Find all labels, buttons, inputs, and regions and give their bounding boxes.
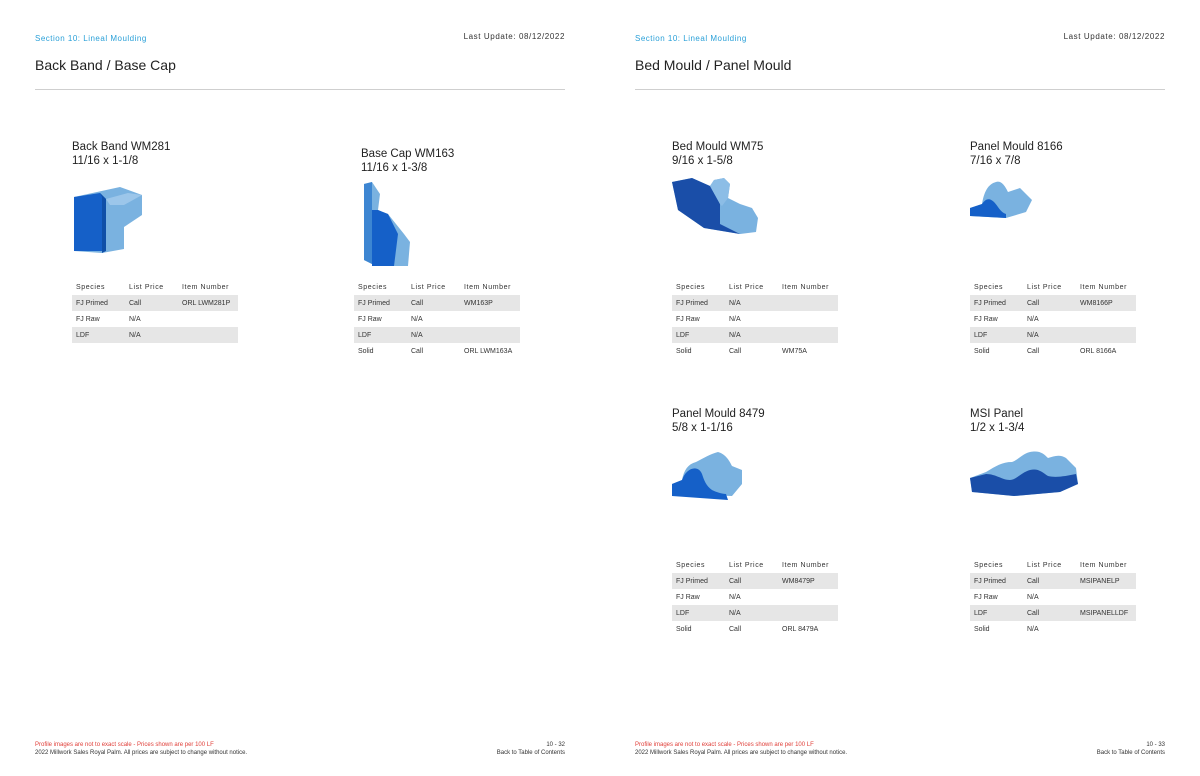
footer-copyright: 2022 Millwork Sales Royal Palm. All prices are subject to change without notice. <box>35 750 248 756</box>
price-table-bed-mould <box>672 279 838 359</box>
last-update: Last Update: 08/12/2022 <box>463 32 565 41</box>
table-row: LDF N/A <box>672 327 838 343</box>
panel-mould-8479-profile-image <box>670 450 744 502</box>
col-species: Species <box>974 283 1004 291</box>
table-row: FJ Raw N/A <box>358 315 423 323</box>
product-back-band <box>72 140 170 168</box>
col-list-price: List Price <box>1027 283 1062 291</box>
table-row: LDF N/A <box>354 327 520 343</box>
table-row: FJ Primed N/A <box>672 295 838 311</box>
product-size: 11/16 x 1-3/8 <box>361 162 428 174</box>
table-row: FJ Raw N/A <box>974 593 1039 601</box>
msi-panel-profile-image <box>968 448 1080 500</box>
price-table-panel-mould-8479 <box>672 557 838 637</box>
col-list-price: List Price <box>729 283 764 291</box>
table-row: Solid Call ORL 8479A <box>676 625 819 633</box>
toc-link[interactable]: Back to Table of Contents <box>1096 750 1165 756</box>
table-row: FJ Raw N/A <box>676 315 741 323</box>
col-item-number: Item Number <box>1080 561 1128 569</box>
page-number: 10 - 33 <box>1146 742 1165 748</box>
table-row: FJ Primed Call MSIPANELP <box>970 573 1136 589</box>
col-species: Species <box>974 561 1004 569</box>
table-header-row <box>970 279 1136 295</box>
page-title: Bed Mould / Panel Mould <box>635 57 792 73</box>
col-item-number: Item Number <box>782 561 830 569</box>
table-header-row <box>672 279 838 295</box>
col-list-price: List Price <box>729 561 764 569</box>
table-row: LDF Call MSIPANELLDF <box>970 605 1136 621</box>
product-size: 11/16 x 1-1/8 <box>72 155 139 167</box>
col-item-number: Item Number <box>182 283 230 291</box>
product-size: 5/8 x 1-1/16 <box>672 422 733 434</box>
table-row: FJ Primed Call WM8166P <box>970 295 1136 311</box>
table-row: FJ Primed Call ORL LWM281P <box>72 295 238 311</box>
footer-copyright: 2022 Millwork Sales Royal Palm. All prices are subject to change without notice. <box>635 750 848 756</box>
product-name: Panel Mould 8166 <box>970 141 1063 153</box>
table-row: FJ Primed Call WM163P <box>354 295 520 311</box>
price-table-base-cap <box>354 279 520 359</box>
product-size: 7/16 x 7/8 <box>970 155 1021 167</box>
col-item-number: Item Number <box>464 283 512 291</box>
panel-mould-8166-profile-image <box>968 178 1034 222</box>
table-header-row <box>72 279 238 295</box>
table-row: FJ Primed Call WM8479P <box>672 573 838 589</box>
toc-link[interactable]: Back to Table of Contents <box>496 750 565 756</box>
price-table-msi-panel <box>970 557 1136 637</box>
page-number: 10 - 32 <box>546 742 565 748</box>
col-item-number: Item Number <box>1080 283 1128 291</box>
bed-mould-profile-image <box>670 176 760 236</box>
col-list-price: List Price <box>1027 561 1062 569</box>
table-row: Solid Call WM75A <box>676 347 807 355</box>
table-header-row <box>354 279 520 295</box>
page-title: Back Band / Base Cap <box>35 57 176 73</box>
col-species: Species <box>358 283 388 291</box>
col-species: Species <box>76 283 106 291</box>
col-list-price: List Price <box>411 283 446 291</box>
title-divider <box>35 89 565 90</box>
section-label: Section 10: Lineal Moulding <box>35 34 147 43</box>
table-row: Solid Call ORL LWM163A <box>358 347 513 355</box>
table-row: FJ Raw N/A <box>76 315 141 323</box>
table-row: LDF N/A <box>672 605 838 621</box>
product-name: Bed Mould WM75 <box>672 141 764 153</box>
footer-note: Profile images are not to exact scale - Prices shown are per 100 LF <box>635 742 814 748</box>
catalog-page-right <box>600 0 1200 776</box>
price-table-back-band <box>72 279 238 343</box>
back-band-profile-image <box>70 185 146 257</box>
col-species: Species <box>676 283 706 291</box>
product-name: Back Band WM281 <box>72 141 171 153</box>
base-cap-profile-image <box>358 180 412 270</box>
product-name: Base Cap WM163 <box>361 148 455 160</box>
product-size: 1/2 x 1-3/4 <box>970 422 1025 434</box>
product-name: MSI Panel <box>970 408 1024 420</box>
table-row: Solid Call ORL 8166A <box>974 347 1117 355</box>
footer-note: Profile images are not to exact scale - Prices shown are per 100 LF <box>35 742 214 748</box>
section-label: Section 10: Lineal Moulding <box>635 34 747 43</box>
col-item-number: Item Number <box>782 283 830 291</box>
product-msi-panel <box>970 407 1024 435</box>
table-row: FJ Raw N/A <box>974 315 1039 323</box>
table-row: LDF N/A <box>970 327 1136 343</box>
col-species: Species <box>676 561 706 569</box>
price-table-panel-mould-8166 <box>970 279 1136 359</box>
product-panel-mould-8166 <box>970 140 1063 168</box>
table-header-row <box>970 557 1136 573</box>
title-divider <box>635 89 1165 90</box>
product-base-cap <box>361 147 454 175</box>
table-header-row <box>672 557 838 573</box>
product-name: Panel Mould 8479 <box>672 408 765 420</box>
last-update: Last Update: 08/12/2022 <box>1063 32 1165 41</box>
col-list-price: List Price <box>129 283 164 291</box>
product-bed-mould <box>672 140 763 168</box>
product-size: 9/16 x 1-5/8 <box>672 155 733 167</box>
table-row: Solid N/A <box>974 625 1039 633</box>
table-row: LDF N/A <box>72 327 238 343</box>
table-row: FJ Raw N/A <box>676 593 741 601</box>
product-panel-mould-8479 <box>672 407 765 435</box>
